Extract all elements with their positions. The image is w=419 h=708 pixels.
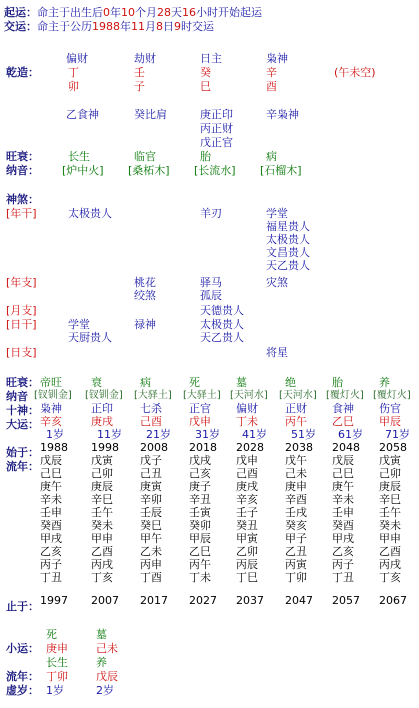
dayun-liunian-year: 癸丑 [236, 519, 258, 532]
dayun-liunian-year: 丙戌 [379, 558, 401, 571]
dayun-nayin: [覆灯火] [373, 390, 411, 401]
pillar-gan-year: 丁 [68, 66, 79, 79]
dayun-liunian-year: 辛丑 [189, 493, 211, 506]
shensha-nianzhi-day-list [200, 276, 222, 302]
dayun-column [134, 376, 172, 607]
dayun-liunian-year: 丙申 [140, 558, 162, 571]
xiaoyun-label: 小运： [6, 642, 39, 655]
canggan-hour: 辛枭神 [266, 108, 299, 121]
xusui-label: 虚岁： [6, 684, 39, 697]
canggan-day-1: 庚正印 [200, 108, 233, 121]
xiaoyun-liunian-1: 丁卯 [46, 670, 68, 683]
shensha-rizhi-label: [日支] [6, 346, 37, 359]
dayun-liunian-year: 丁酉 [140, 571, 162, 584]
qiyun-text: 命主于出生后 [37, 6, 103, 19]
qiyun-hours: 16 [182, 6, 196, 19]
qiyun-label: 起运 [4, 6, 26, 19]
dayun-liunian-year: 丁未 [189, 571, 211, 584]
jiaoyun-day: 8 [156, 20, 163, 33]
shensha-item: 羊刃 [200, 207, 222, 220]
dayun-liunian-year: 庚午 [40, 480, 62, 493]
canggan-month: 癸比肩 [134, 108, 167, 121]
dayun-start-year: 2028 [236, 441, 264, 454]
shensha-label: 神煞： [6, 193, 39, 206]
xiaoyun-liunian-label: 流年： [6, 670, 39, 683]
dayun-column [326, 376, 364, 607]
pillar-shishen-month: 劫财 [134, 52, 156, 65]
dayun-liunian-year: 戊寅 [91, 454, 113, 467]
dayun-liunian-year: 甲午 [140, 532, 162, 545]
shensha-item: 禄神 [134, 318, 156, 331]
dayun-liunian-year: 甲子 [285, 532, 307, 545]
dayun-liunian-year: 戊子 [140, 454, 162, 467]
dayun-wangshuai: 养 [379, 376, 390, 389]
shensha-item: 天德贵人 [200, 304, 244, 317]
jiaoyun-year: 1988 [92, 20, 120, 33]
dayun-liunian-year: 辛卯 [140, 493, 162, 506]
dayun-liunian-year: 己巳 [40, 467, 62, 480]
dayun-liunian-year: 辛酉 [285, 493, 307, 506]
dayun-liunian-year: 乙巳 [189, 545, 211, 558]
dayun-shishen: 七杀 [140, 402, 162, 415]
dayun-ganzhi: 丁未 [236, 415, 258, 428]
dayun-start-label: 始于： [6, 446, 39, 459]
dayun-end-year: 2047 [285, 594, 313, 607]
jiaoyun-row: 交运：命主于公历1988年11月8日9时交运 [4, 20, 214, 33]
dayun-ganzhi: 乙巳 [332, 415, 354, 428]
shensha-item: 绞煞 [134, 289, 156, 302]
dayun-liunian-year: 辛亥 [236, 493, 258, 506]
dayun-liunian-year: 庚寅 [140, 480, 162, 493]
shensha-item: 驿马 [200, 276, 222, 289]
dayun-liunian-year: 丙子 [332, 558, 354, 571]
dayun-ganzhi: 戊申 [189, 415, 211, 428]
wangshuai-day: 胎 [200, 150, 211, 163]
dayun-nayin: [天河水] [279, 390, 317, 401]
pillar-gan-day: 癸 [200, 66, 211, 79]
dayun-liunian-year: 乙卯 [236, 545, 258, 558]
dayun-start-year: 2018 [189, 441, 217, 454]
dayun-age: 31岁 [195, 428, 220, 441]
dayun-liunian-year: 癸未 [379, 519, 401, 532]
xiaoyun-top-1: 死 [46, 628, 57, 641]
shensha-item: 桃花 [134, 276, 156, 289]
dayun-wangshuai: 病 [140, 376, 151, 389]
dayun-liunian-year: 己未 [285, 467, 307, 480]
dayun-shishen: 正印 [91, 402, 113, 415]
dayun-liunian-year: 丁巳 [236, 571, 258, 584]
dayun-ganzhi: 辛亥 [40, 415, 62, 428]
dayun-liunian-year: 丙辰 [236, 558, 258, 571]
jiaoyun-unit: 日 [163, 20, 174, 33]
dayun-liunian-year: 癸酉 [40, 519, 62, 532]
dayun-liunian-year: 乙未 [140, 545, 162, 558]
qiyun-days: 28 [157, 6, 171, 19]
dayun-shishen: 偏财 [236, 402, 258, 415]
jiaoyun-hour: 9 [174, 20, 181, 33]
dayun-liunian-year: 丙午 [189, 558, 211, 571]
dayun-wangshuai: 胎 [332, 376, 343, 389]
dayun-nayin: [钗钏金] [34, 390, 72, 401]
dayun-liunian-year: 庚子 [189, 480, 211, 493]
dayun-liunian-year: 己卯 [379, 467, 401, 480]
dayun-liunian-year: 辛未 [40, 493, 62, 506]
nayin-month: [桑柘木] [128, 164, 170, 177]
xusui-1: 1岁 [46, 684, 64, 697]
shensha-item: 学堂 [68, 318, 90, 331]
wangshuai-month: 临官 [134, 150, 156, 163]
jiaoyun-unit: 月 [145, 20, 156, 33]
shensha-item: 将星 [266, 346, 288, 359]
nayin-hour: [石榴木] [260, 164, 302, 177]
dayun-liunian-year: 壬子 [236, 506, 258, 519]
dayun-liunian-year: 己酉 [236, 467, 258, 480]
canggan-day-3: 戊正官 [200, 136, 233, 149]
pillar-shishen-day: 日主 [200, 52, 222, 65]
nayin-day: [长流水] [194, 164, 236, 177]
dayun-liunian-year: 壬午 [379, 506, 401, 519]
xiaoyun-wangshuai-1: 长生 [46, 656, 68, 669]
dayun-liunian-year: 癸巳 [140, 519, 162, 532]
jiaoyun-unit: 年 [120, 20, 131, 33]
canggan-day-2: 丙正财 [200, 122, 233, 135]
pillar-shishen-hour: 枭神 [266, 52, 288, 65]
dayun-liunian-year: 癸亥 [285, 519, 307, 532]
dayun-liunian-year: 癸卯 [189, 519, 211, 532]
xiaoyun-liunian-2: 戊辰 [96, 670, 118, 683]
dayun-label: 大运： [6, 418, 39, 431]
dayun-liunian-year: 乙酉 [379, 545, 401, 558]
dayun-start-year: 2058 [379, 441, 407, 454]
dayun-age: 1岁 [46, 428, 64, 441]
canggan-year: 乙食神 [66, 108, 99, 121]
dayun-nayin-label: 纳音 [6, 390, 28, 403]
nayin-year: [炉中火] [62, 164, 104, 177]
dayun-start-year: 2038 [285, 441, 313, 454]
shensha-rigan-day-list [200, 318, 244, 344]
dayun-wangshuai: 墓 [236, 376, 247, 389]
shensha-nianzhi-month-list [134, 276, 156, 302]
pillar-zhi-year: 卯 [68, 80, 79, 93]
dayun-age: 21岁 [146, 428, 171, 441]
dayun-liunian-year: 乙酉 [91, 545, 113, 558]
jiaoyun-text: 命主于公历 [37, 20, 92, 33]
dayun-shishen: 正官 [189, 402, 211, 415]
kongwang: (午未空) [334, 66, 376, 79]
dayun-nayin: [天河水] [230, 390, 268, 401]
dayun-end-year: 2027 [189, 594, 217, 607]
dayun-shishen-label: 十神： [6, 404, 39, 417]
dayun-liunian-year: 甲戌 [332, 532, 354, 545]
dayun-liunian-year: 甲辰 [189, 532, 211, 545]
dayun-liunian-year: 丁丑 [332, 571, 354, 584]
dayun-start-year: 2048 [332, 441, 360, 454]
dayun-liunian-year: 辛巳 [91, 493, 113, 506]
dayun-end-year: 2037 [236, 594, 264, 607]
dayun-age: 61岁 [338, 428, 363, 441]
dayun-end-year: 1997 [40, 594, 68, 607]
dayun-shishen: 枭神 [40, 402, 62, 415]
dayun-liunian-year: 乙亥 [40, 545, 62, 558]
dayun-liunian-year: 丁卯 [285, 571, 307, 584]
dayun-liunian-year: 壬戌 [285, 506, 307, 519]
dayun-liunian-year: 辛未 [332, 493, 354, 506]
dayun-liunian-year: 甲戌 [40, 532, 62, 545]
dayun-wangshuai-label: 旺衰： [6, 376, 39, 389]
dayun-liunian-year: 辛巳 [379, 493, 401, 506]
dayun-column [230, 376, 268, 607]
shensha-item: 文昌贵人 [266, 246, 310, 259]
dayun-liunian-year: 丁亥 [91, 571, 113, 584]
dayun-age: 41岁 [242, 428, 267, 441]
shensha-item: 学堂 [266, 207, 288, 220]
dayun-shishen: 伤官 [379, 402, 401, 415]
dayun-end-year: 2057 [332, 594, 360, 607]
shensha-item: 天乙贵人 [266, 259, 310, 272]
dayun-liunian-year: 丙子 [40, 558, 62, 571]
dayun-liunian-year: 己亥 [189, 467, 211, 480]
wangshuai-hour: 病 [266, 150, 277, 163]
dayun-start-year: 2008 [140, 441, 168, 454]
qianzao-label: 乾造： [6, 66, 39, 79]
pillar-gan-hour: 辛 [266, 66, 277, 79]
shensha-rigan-year-list [68, 318, 112, 344]
shensha-item: 太极贵人 [68, 207, 112, 220]
xiaoyun-top-2: 墓 [96, 628, 107, 641]
dayun-column [85, 376, 123, 607]
dayun-column [183, 376, 221, 607]
dayun-liunian-year: 戊辰 [40, 454, 62, 467]
dayun-liunian-year: 己卯 [91, 467, 113, 480]
dayun-liunian-year: 丙戌 [91, 558, 113, 571]
dayun-age: 11岁 [97, 428, 122, 441]
dayun-liunian-year: 戊辰 [332, 454, 354, 467]
dayun-ganzhi: 庚戌 [91, 415, 113, 428]
pillar-gan-month: 壬 [134, 66, 145, 79]
dayun-liunian-year: 戊午 [285, 454, 307, 467]
qiyun-unit: 小时开始起运 [196, 6, 262, 19]
dayun-liunian-year: 戊戌 [189, 454, 211, 467]
dayun-liunian-year: 壬寅 [189, 506, 211, 519]
dayun-ganzhi: 己酉 [140, 415, 162, 428]
dayun-liunian-year: 戊寅 [379, 454, 401, 467]
pillar-zhi-hour: 酉 [266, 80, 277, 93]
jiaoyun-unit: 时交运 [181, 20, 214, 33]
shensha-yuezhi-label: [月支] [6, 304, 37, 317]
xiaoyun-ganzhi-1: 庚申 [46, 642, 68, 655]
dayun-liunian-year: 己丑 [140, 467, 162, 480]
dayun-liunian-year: 壬申 [40, 506, 62, 519]
jiaoyun-month: 11 [131, 20, 145, 33]
dayun-start-year: 1998 [91, 441, 119, 454]
dayun-start-year: 1988 [40, 441, 68, 454]
qiyun-unit: 个月 [135, 6, 157, 19]
dayun-liunian-year: 壬申 [332, 506, 354, 519]
shensha-niangan-hour-list [266, 207, 310, 272]
dayun-liunian-year: 庚戌 [236, 480, 258, 493]
dayun-liunian-year: 壬辰 [140, 506, 162, 519]
dayun-liunian-year: 壬午 [91, 506, 113, 519]
dayun-end-year: 2017 [140, 594, 168, 607]
pillar-zhi-day: 巳 [200, 80, 211, 93]
dayun-liunian-year: 乙丑 [285, 545, 307, 558]
dayun-liunian-year: 甲寅 [236, 532, 258, 545]
qiyun-months: 10 [121, 6, 135, 19]
qiyun-years: 0 [103, 6, 110, 19]
dayun-column [34, 376, 72, 607]
shensha-niangan-label: [年干] [6, 207, 37, 220]
shensha-rigan-label: [日干] [6, 318, 37, 331]
shensha-item: 太极贵人 [200, 318, 244, 331]
dayun-liunian-year: 丙寅 [285, 558, 307, 571]
jiaoyun-label: 交运 [4, 20, 26, 33]
qiyun-row: 起运：命主于出生后0年10个月28天16小时开始起运 [4, 6, 262, 19]
pillar-shishen-year: 偏财 [66, 52, 88, 65]
dayun-liunian-year: 癸酉 [332, 519, 354, 532]
dayun-nayin: [大驿土] [134, 390, 172, 401]
dayun-liunian-year: 乙亥 [332, 545, 354, 558]
shensha-item: 太极贵人 [266, 233, 310, 246]
dayun-age: 71岁 [385, 428, 410, 441]
dayun-nayin: [钗钏金] [85, 390, 123, 401]
shensha-item: 孤辰 [200, 289, 222, 302]
qiyun-unit: 年 [110, 6, 121, 19]
dayun-nayin: [覆灯火] [326, 390, 364, 401]
dayun-ganzhi: 丙午 [285, 415, 307, 428]
nayin-label: 纳音： [6, 164, 39, 177]
xiaoyun-wangshuai-2: 养 [96, 656, 107, 669]
pillar-zhi-month: 子 [134, 80, 145, 93]
dayun-liunian-year: 甲申 [91, 532, 113, 545]
dayun-end-label: 止于： [6, 600, 39, 613]
dayun-wangshuai: 帝旺 [40, 376, 62, 389]
dayun-liunian-year: 庚午 [332, 480, 354, 493]
qiyun-unit: 天 [171, 6, 182, 19]
dayun-wangshuai: 衰 [91, 376, 102, 389]
dayun-liunian-year: 丁丑 [40, 571, 62, 584]
shensha-item: 天厨贵人 [68, 331, 112, 344]
dayun-liunian-year: 庚辰 [379, 480, 401, 493]
dayun-wangshuai: 死 [189, 376, 200, 389]
dayun-liunian-year: 戊申 [236, 454, 258, 467]
shensha-item: 天乙贵人 [200, 331, 244, 344]
dayun-column [279, 376, 317, 607]
dayun-liunian-year: 甲申 [379, 532, 401, 545]
dayun-ganzhi: 甲辰 [379, 415, 401, 428]
wangshuai-year: 长生 [68, 150, 90, 163]
dayun-liunian-year: 己巳 [332, 467, 354, 480]
dayun-liunian-label: 流年： [6, 460, 39, 473]
xusui-2: 2岁 [96, 684, 114, 697]
dayun-liunian-year: 癸未 [91, 519, 113, 532]
dayun-liunian-year: 丁亥 [379, 571, 401, 584]
dayun-liunian-year: 庚申 [285, 480, 307, 493]
wangshuai-label: 旺衰： [6, 150, 39, 163]
shensha-item: 福星贵人 [266, 220, 310, 233]
dayun-column [373, 376, 411, 607]
xiaoyun-ganzhi-2: 己未 [96, 642, 118, 655]
dayun-end-year: 2007 [91, 594, 119, 607]
dayun-end-year: 2067 [379, 594, 407, 607]
dayun-nayin: [大驿土] [183, 390, 221, 401]
dayun-liunian-year: 庚辰 [91, 480, 113, 493]
shensha-nianzhi-label: [年支] [6, 276, 37, 289]
dayun-wangshuai: 绝 [285, 376, 296, 389]
dayun-age: 51岁 [291, 428, 316, 441]
dayun-shishen: 食神 [332, 402, 354, 415]
dayun-shishen: 正财 [285, 402, 307, 415]
shensha-item: 灾煞 [266, 276, 288, 289]
